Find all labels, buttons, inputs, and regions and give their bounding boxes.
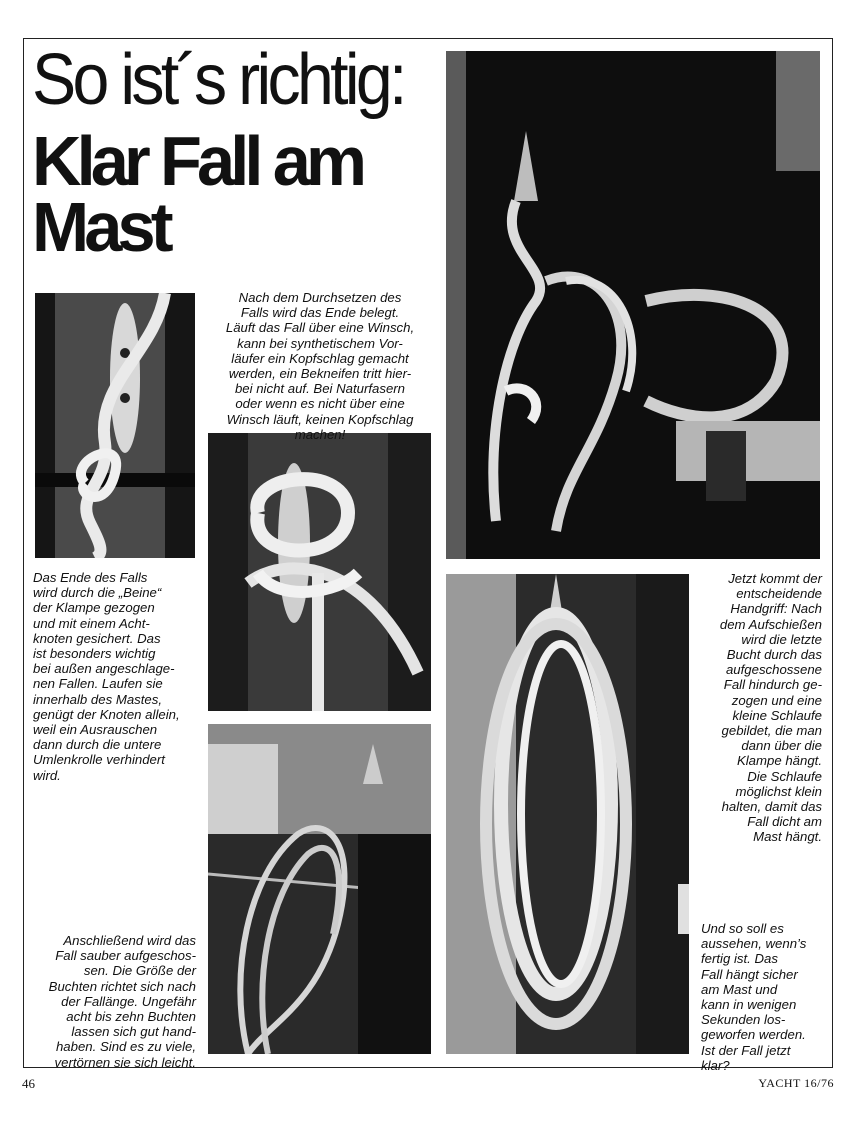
caption-line: zogen und eine — [731, 692, 822, 708]
caption-line: bei nicht auf. Bei Naturfasern — [234, 381, 406, 397]
photo-coiling — [208, 724, 431, 1054]
caption-line: kann in wenigen — [701, 997, 797, 1013]
caption-line: Handgriff: Nach — [730, 601, 822, 617]
headline-bold: Klar Fall am Mast — [32, 122, 363, 266]
caption-line: Winsch läuft, keinen Kopfschlag — [226, 411, 414, 427]
caption-line: Fall hängt sicher — [701, 966, 798, 982]
caption-line: geworfen werden. — [701, 1027, 806, 1043]
caption-line: am Mast und — [701, 981, 778, 997]
caption-line: Fall sauber aufgeschos- — [55, 948, 196, 964]
caption-line: möglichst klein — [735, 783, 822, 799]
caption-line: Jetzt kommt der — [728, 571, 822, 586]
caption-line: acht bis zehn Buchten — [66, 1009, 196, 1025]
caption-line: wird. — [33, 767, 61, 783]
caption-line: Das Ende des Falls — [33, 570, 148, 585]
caption-line: Die Schlaufe — [747, 768, 822, 784]
caption-line: aussehen, wenn’s — [701, 936, 807, 952]
photo-cleat-hitch — [208, 433, 431, 711]
caption-line: halten, damit das — [721, 799, 822, 815]
caption-line: Ist der Fall jetzt — [701, 1042, 791, 1058]
caption-line: Fall dicht am — [747, 814, 822, 830]
caption-line: Klampe hängt. — [736, 753, 822, 769]
caption-line: Umlenkrolle verhindert — [33, 752, 165, 768]
headline-light: So ist´s richtig: — [32, 40, 404, 120]
caption-line: sen. Die Größe der — [83, 963, 196, 979]
caption-line: gebildet, die man — [721, 723, 822, 739]
caption-line: machen! — [294, 426, 346, 442]
caption-line: weil ein Ausrauschen — [33, 722, 158, 738]
caption-line: entscheidende — [736, 586, 822, 602]
caption-line: Bucht durch das — [726, 647, 822, 663]
caption-line: werden, ein Bekneifen tritt hier- — [228, 366, 412, 382]
caption-line: Buchten richtet sich nach — [48, 978, 196, 994]
caption-line: kann bei synthetischem Vor- — [237, 335, 403, 351]
caption-line: kleine Schlaufe — [732, 707, 822, 723]
caption-line: nen Fallen. Laufen sie — [33, 676, 163, 692]
caption-line: dann durch die untere — [33, 737, 162, 753]
caption-step4 — [701, 921, 829, 1073]
issue-label: YACHT 16/76 — [758, 1076, 834, 1090]
caption-line: Nach dem Durchsetzen des — [238, 290, 402, 305]
caption-line: dem Aufschießen — [719, 616, 822, 632]
photo-coil-mast — [446, 51, 820, 559]
caption-line: der Klampe gezogen — [33, 600, 155, 616]
caption-line: Sekunden los- — [701, 1012, 786, 1028]
photo-cleat-knot — [35, 293, 195, 558]
caption-line: ist besonders wichtig — [33, 646, 156, 662]
page-number: 46 — [22, 1076, 35, 1091]
caption-line: der Fallänge. Ungefähr — [61, 993, 196, 1009]
photo-finished-coil — [446, 574, 689, 1054]
caption-step1 — [33, 570, 201, 783]
caption-line: knoten gesichert. Das — [33, 630, 161, 646]
caption-line: wird die letzte — [741, 631, 822, 647]
caption-line: läufer ein Kopfschlag gemacht — [231, 350, 409, 366]
caption-line: klar? — [701, 1057, 730, 1073]
caption-line: lassen sich gut hand- — [71, 1024, 196, 1040]
caption-line: und mit einem Acht- — [33, 615, 150, 631]
caption-line: wird durch die „Beine“ — [33, 585, 162, 601]
caption-line: bei außen angeschlage- — [33, 661, 175, 677]
caption-line: genügt der Knoten allein, — [33, 706, 180, 722]
caption-line: dann über die — [741, 738, 822, 754]
caption-line: Falls wird das Ende belegt. — [240, 305, 400, 321]
caption-line: Mast hängt. — [753, 829, 822, 845]
caption-intro — [204, 290, 436, 442]
caption-line: fertig ist. Das — [701, 951, 778, 967]
caption-line: haben. Sind es zu viele, — [55, 1039, 196, 1055]
caption-line: vertörnen sie sich leicht. — [54, 1054, 196, 1070]
caption-line: aufgeschossene — [725, 662, 822, 678]
caption-line: Und so soll es — [701, 921, 784, 936]
caption-step2 — [26, 933, 196, 1070]
caption-line: innerhalb des Mastes, — [33, 691, 163, 707]
caption-line: Anschließend wird das — [63, 933, 196, 948]
caption-line: Fall hindurch ge- — [723, 677, 822, 693]
caption-line: oder wenn es nicht über eine — [235, 396, 405, 412]
caption-step3 — [696, 571, 822, 845]
caption-line: Läuft das Fall über eine Winsch, — [225, 320, 415, 336]
